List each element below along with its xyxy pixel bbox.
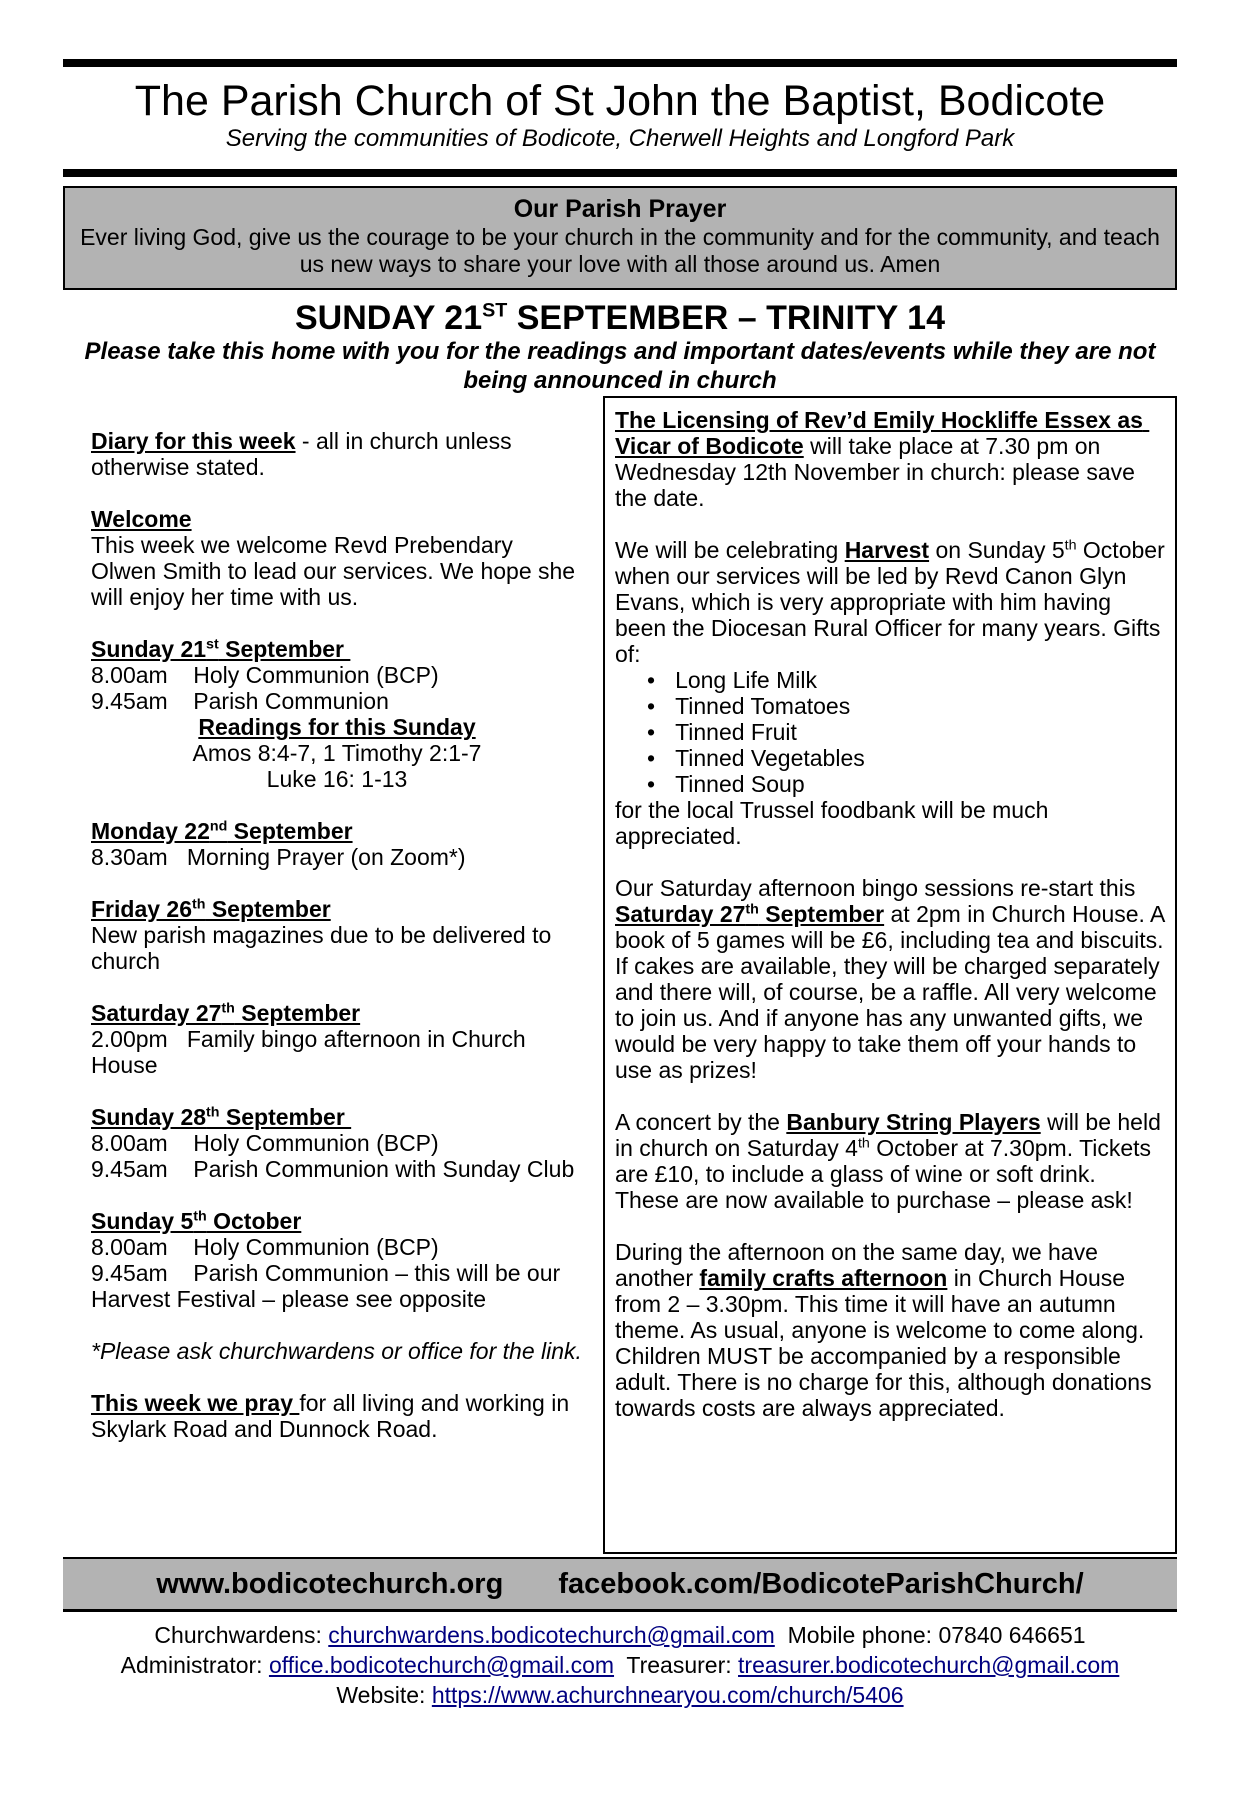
text-run: family crafts afternoon bbox=[699, 1265, 948, 1291]
spacer bbox=[91, 1364, 583, 1390]
text-run: Amos 8:4-7, 1 Timothy 2:1-7 bbox=[192, 740, 482, 766]
saturday-27-heading bbox=[91, 1000, 583, 1026]
text-run: Churchwardens: bbox=[154, 1622, 329, 1648]
friday-26-heading bbox=[91, 896, 583, 922]
text-run: 8.00am Holy Communion (BCP) bbox=[91, 1130, 439, 1156]
spacer bbox=[91, 1312, 583, 1338]
text-run: th bbox=[206, 1104, 220, 1121]
text-run: will take place at 7.30 pm on Wednesday 12th November in church: please save the date. bbox=[615, 433, 1142, 511]
monday-22-service bbox=[91, 844, 583, 870]
text-run: Sunday 28 bbox=[91, 1104, 207, 1130]
spacer bbox=[615, 511, 1165, 537]
text-run: SEPTEMBER – TRINITY 14 bbox=[507, 299, 945, 337]
text-run: September bbox=[234, 1000, 361, 1026]
text-run: nd bbox=[209, 818, 228, 835]
text-run: Harvest bbox=[844, 537, 930, 563]
text-run: Saturday 27 bbox=[615, 901, 746, 927]
page-subtitle: Serving the communities of Bodicote, Cherwell Heights and Longford Park bbox=[225, 125, 1015, 152]
text-run: 8.00am Holy Communion (BCP) bbox=[91, 1234, 439, 1260]
text-run: Welcome bbox=[91, 506, 192, 532]
contact-link[interactable]: churchwardens.bodicotechurch@gmail.com bbox=[328, 1622, 775, 1648]
contact-website bbox=[63, 1680, 1177, 1710]
text-run: This week we welcome Revd Prebendary Olwen Smith to lead our services. We hope she will enjoy her time with us. bbox=[91, 532, 582, 610]
text-run: Saturday 27 bbox=[91, 1000, 222, 1026]
welcome-text bbox=[91, 532, 583, 610]
contact-link[interactable]: https://www.achurchnearyou.com/church/5406 bbox=[431, 1682, 904, 1708]
header-divider-top bbox=[63, 59, 1177, 67]
text-run: Luke 16: 1-13 bbox=[266, 766, 408, 792]
text-run: on Sunday 5 bbox=[929, 537, 1065, 563]
spacer bbox=[91, 974, 583, 1000]
text-run: st bbox=[206, 636, 219, 653]
facebook-url: facebook.com/BodicoteParishChurch/ bbox=[558, 1567, 1084, 1600]
text-run: September bbox=[227, 818, 353, 844]
parish-prayer-box bbox=[63, 186, 1177, 290]
saturday-27-event bbox=[91, 1026, 583, 1078]
diary-column bbox=[63, 396, 603, 1554]
text-run: During the afternoon on the same day, we have another bbox=[615, 1239, 1105, 1291]
spacer bbox=[615, 849, 1165, 875]
newsletter-page bbox=[0, 59, 1240, 1710]
harvest-announcement bbox=[615, 537, 1172, 667]
content-columns bbox=[63, 396, 1177, 1554]
spacer bbox=[91, 792, 583, 818]
header-divider-bottom bbox=[63, 169, 1177, 177]
contact-info bbox=[63, 1620, 1177, 1710]
announcements-box bbox=[603, 396, 1177, 1554]
sunday-28-service-1 bbox=[91, 1130, 583, 1156]
spacer bbox=[615, 1083, 1165, 1109]
text-run: SUNDAY 21 bbox=[295, 299, 483, 337]
text-run: Friday 26 bbox=[91, 896, 192, 922]
text-run: th bbox=[221, 1000, 235, 1017]
foodbank-note bbox=[615, 797, 1165, 849]
contact-churchwardens bbox=[63, 1620, 1177, 1650]
text-run: Treasurer: bbox=[614, 1652, 739, 1678]
gift-item: • Tinned Soup bbox=[647, 771, 1165, 797]
text-run: Sunday 21 bbox=[91, 636, 207, 662]
sunday-5-heading bbox=[91, 1208, 583, 1234]
text-run: 8.00am Holy Communion (BCP) bbox=[91, 662, 439, 688]
text-run: 9.45am Parish Communion bbox=[91, 688, 389, 714]
text-run: for the local Trussel foodbank will be much appreciated. bbox=[615, 797, 1055, 849]
text-run: th bbox=[857, 1135, 870, 1152]
sunday-28-service-2 bbox=[91, 1156, 583, 1182]
bingo-announcement bbox=[615, 875, 1171, 1083]
text-run: 8.30am Morning Prayer (on Zoom*) bbox=[91, 844, 466, 870]
text-run: Readings for this Sunday bbox=[198, 714, 476, 740]
spacer bbox=[91, 480, 583, 506]
crafts-announcement bbox=[615, 1239, 1165, 1421]
text-run: for all living and working in Skylark Road and Dunnock Road. bbox=[91, 1390, 576, 1442]
text-run: We will be celebrating bbox=[615, 537, 845, 563]
sunday-5-service-2 bbox=[91, 1260, 583, 1312]
text-run: Our Saturday afternoon bingo sessions re-start this bbox=[615, 875, 1142, 901]
spacer bbox=[91, 1182, 583, 1208]
welcome-heading bbox=[91, 506, 583, 532]
weekly-prayer bbox=[91, 1390, 583, 1442]
parish-prayer-heading: Our Parish Prayer bbox=[513, 195, 727, 223]
text-run: Website: bbox=[336, 1682, 432, 1708]
zoom-link-note bbox=[91, 1338, 583, 1364]
text-run: Sunday 5 bbox=[91, 1208, 194, 1234]
sunday-28-heading bbox=[91, 1104, 583, 1130]
text-run: October at 7.30pm. Tickets are £10, to include a glass of wine or soft drink. These are now available to purchase – please ask! bbox=[615, 1135, 1158, 1213]
text-run: th bbox=[745, 901, 759, 918]
text-run: th bbox=[192, 896, 206, 913]
text-run: th bbox=[1064, 537, 1077, 554]
text-run: at 2pm in Church House. A book of 5 games will be £6, including tea and biscuits. If cakes are available, they will be charged separately and there will, of course, be a raffle. All very welcome to join us. And if anyone has any unwanted gifts, we would be very happy to take them off your hands to use as prizes! bbox=[615, 901, 1171, 1083]
contact-link[interactable]: treasurer.bodicotechurch@gmail.com bbox=[738, 1652, 1120, 1678]
footer-links-bar bbox=[63, 1557, 1177, 1612]
text-run: 2.00pm Family bingo afternoon in Church House bbox=[91, 1026, 533, 1078]
text-run: Diary for this week bbox=[91, 428, 296, 454]
readings-line-2 bbox=[91, 766, 583, 792]
gift-item: • Long Life Milk bbox=[647, 667, 1165, 693]
contact-admin-treasurer bbox=[63, 1650, 1177, 1680]
text-run: September bbox=[758, 901, 885, 927]
sunday-21-service-1 bbox=[91, 662, 583, 688]
text-run: The Licensing of Rev’d Emily Hockliffe Essex as Vicar of Bodicote bbox=[615, 407, 1150, 459]
text-run: October when our services will be led by Revd Canon Glyn Evans, which is very appropriate with him having been the Diocesan Rural Officer for many years. Gifts of: bbox=[615, 537, 1172, 667]
text-run: New parish magazines due to be delivered to church bbox=[91, 922, 558, 974]
monday-22-heading bbox=[91, 818, 583, 844]
text-run: 9.45am Parish Communion with Sunday Club bbox=[91, 1156, 575, 1182]
text-run: Administrator: bbox=[120, 1652, 269, 1678]
text-run: Mobile phone: 07840 646651 bbox=[774, 1622, 1086, 1648]
text-run: Monday 22 bbox=[91, 818, 210, 844]
parish-prayer-text: Ever living God, give us the courage to be your church in the community and for the community, and teach us new ways to share your love with all those around us. Amen bbox=[80, 224, 1160, 277]
text-run: th bbox=[193, 1208, 207, 1225]
text-run: will be held in church on Saturday 4 bbox=[615, 1109, 1168, 1161]
licensing-announcement bbox=[615, 407, 1165, 511]
sunday-5-service-1 bbox=[91, 1234, 583, 1260]
service-date-title bbox=[63, 299, 1177, 337]
spacer bbox=[91, 1078, 583, 1104]
concert-announcement bbox=[615, 1109, 1168, 1213]
spacer bbox=[91, 870, 583, 896]
text-run: September bbox=[205, 896, 331, 922]
gift-item: • Tinned Tomatoes bbox=[647, 693, 1165, 719]
take-home-note: Please take this home with you for the readings and important dates/events while they are not being announced in church bbox=[84, 338, 1156, 394]
text-run: September bbox=[218, 636, 351, 662]
readings-line-1 bbox=[91, 740, 583, 766]
gift-item: • Tinned Vegetables bbox=[647, 745, 1165, 771]
friday-26-text bbox=[91, 922, 583, 974]
text-run: in Church House from 2 – 3.30pm. This time it will have an autumn theme. As usual, anyone is welcome to come along. Children MUST be accompanied by a responsible adult. There is no charge for this, although donations towards costs are always appreciated. bbox=[615, 1265, 1158, 1421]
text-run: - all in church unless otherwise stated. bbox=[91, 428, 518, 480]
text-run: ST bbox=[482, 299, 508, 322]
text-run: October bbox=[206, 1208, 302, 1234]
spacer bbox=[91, 610, 583, 636]
spacer bbox=[615, 1213, 1165, 1239]
sunday-21-heading bbox=[91, 636, 583, 662]
readings-heading bbox=[91, 714, 583, 740]
contact-link[interactable]: office.bodicotechurch@gmail.com bbox=[268, 1652, 615, 1678]
text-run: September bbox=[219, 1104, 352, 1130]
text-run: *Please ask churchwardens or office for the link. bbox=[91, 1338, 582, 1364]
text-run: A concert by the bbox=[615, 1109, 787, 1135]
text-run: This week we pray bbox=[91, 1390, 300, 1416]
website-url: www.bodicotechurch.org bbox=[156, 1567, 504, 1600]
text-run: 9.45am Parish Communion – this will be our Harvest Festival – please see opposite bbox=[91, 1260, 567, 1312]
gift-item: • Tinned Fruit bbox=[647, 719, 1165, 745]
page-title: The Parish Church of St John the Baptist, Bodicote bbox=[134, 77, 1106, 125]
sunday-21-service-2 bbox=[91, 688, 583, 714]
harvest-gifts-list bbox=[615, 667, 1165, 797]
diary-intro bbox=[91, 428, 583, 480]
text-run: Banbury String Players bbox=[786, 1109, 1041, 1135]
